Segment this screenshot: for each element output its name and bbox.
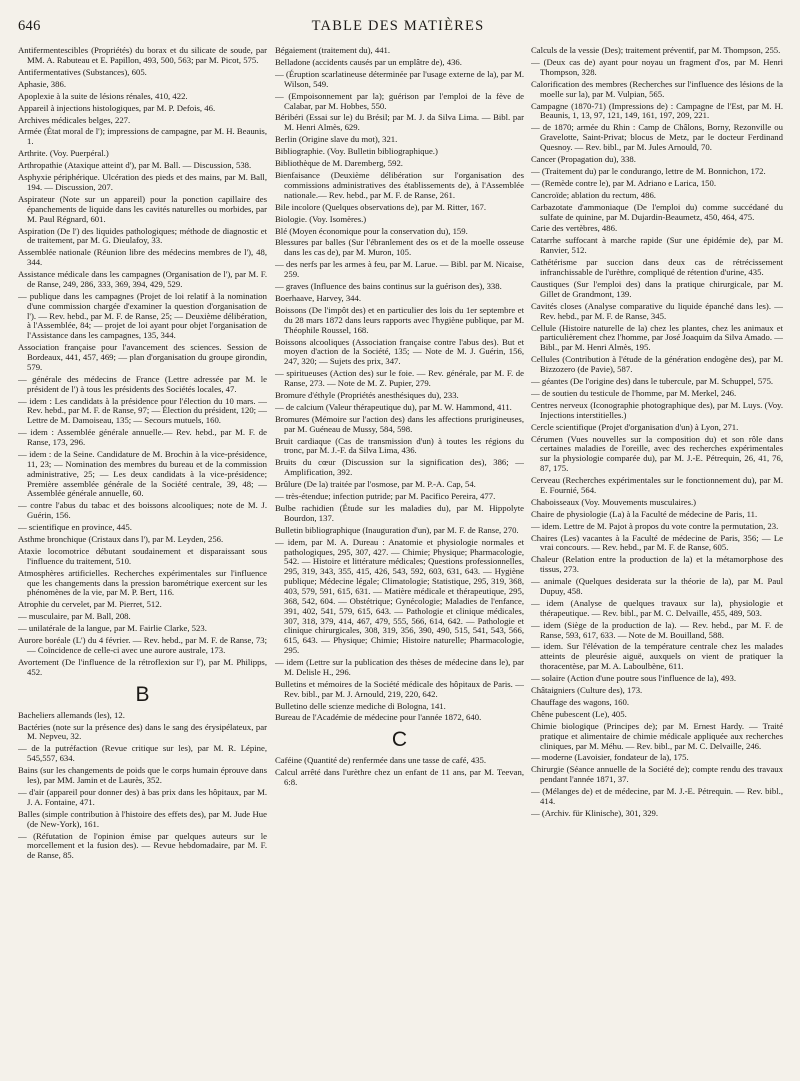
entries-c: [275, 756, 524, 788]
index-entry: Boerhaave, Harvey, 344.: [275, 292, 362, 303]
index-entry: Blé (Moyen économique pour la conservation du), 159.: [275, 225, 468, 236]
index-entry: Antifermentescibles (Propriétés) du borax et du silicate de soude, par MM. A. Rabuteau et E. Papillon, 493, 500, 563; par M. Picot, 575.: [18, 46, 267, 65]
index-entry: Cancroïde; ablation du rectum, 486.: [531, 189, 656, 200]
index-entry: — de 1870; armée du Rhin : Camp de Châlons, Borny, Rezonville ou Gravelotte, Saint-Privat; blocus de Metz, par le docteur Ferdinand Quesnoy. — Rev. bibl., par M. Jules Arnould, 70.: [531, 122, 783, 152]
section-letter-c: C: [391, 728, 408, 752]
index-entry: Brûlure (De la) traitée par l'osmose, par M. P.-A. Cap, 54.: [275, 479, 476, 490]
index-entry: — d'air (appareil pour donner des) à bas prix dans les hôpitaux, par M. J. A. Fontaine, 471.: [18, 786, 267, 807]
index-entry: Cellules (Contribution à l'étude de la génération endogène des), par M. Bizzozero (de Pavie), 587.: [531, 354, 783, 374]
index-entry: — (Traitement du) par le condurango, lettre de M. Bonnichon, 172.: [531, 165, 766, 176]
index-entry: Cellule (Histoire naturelle de la) chez les plantes, chez les animaux et particulièrement chez l'homme, par José Joaquim da Silva Amado. — Bibl., par M. Henri Almès, 195.: [531, 322, 783, 353]
index-entry: Cancer (Propagation du), 338.: [531, 153, 636, 164]
index-entry: — (Archiv. für Klinische), 301, 329.: [531, 807, 659, 818]
index-entry: — publique dans les campagnes (Projet de loi relatif à la nomination d'une commission chargée d'examiner la question d'organisation de l'). — Rev. hebd., par M. F. de Ranse, 25; — Deuxième délibération, à l'Assemblée, 84; — projet de loi ayant pour objet l'organisation de l'Assistance dans les campagnes, 135, 344.: [18, 290, 267, 341]
index-entry: — géantes (De l'origine des) dans le tubercule, par M. Schuppel, 575.: [531, 375, 774, 386]
index-entry: Aspiration (De l') des liquides pathologiques; méthode de diagnostic et de traitement, par M. G. Dieulafoy, 33.: [18, 225, 267, 246]
index-entry: — graves (Influence des bains continus sur la guérison des), 338.: [275, 281, 502, 292]
index-entry: Cercle scientifique (Projet d'organisation d'un) à Lyon, 271.: [531, 421, 739, 432]
index-entry: Cavités closes (Analyse comparative du liquide épanché dans les). — Rev. hebd., par M. F. de Ranse, 345.: [531, 300, 783, 321]
index-entry: — unilatérale de la langue, par M. Fairlie Clarke, 523.: [18, 623, 207, 634]
index-entry: — (Remède contre le), par M. Adriano e Larica, 150.: [531, 177, 717, 188]
index-entry: — très-étendue; infection putride; par M. Pacifico Pereira, 477.: [275, 491, 496, 502]
index-entry: — des nerfs par les armes à feu, par M. Larue. — Bibl. par M. Nicaise, 259.: [275, 259, 524, 280]
index-entry: Cérumen (Vues nouvelles sur la composition du) et son rôle dans certaines maladies de l'oreille, avec des recherches expérimentales sur la physiologie comparée du), par M. J.-E. Pétrequin, 26, 41, 76, 87, 175.: [531, 433, 783, 474]
index-entry: Blessures par balles (Sur l'ébranlement des os et de la moelle osseuse dans les cas de), par M. Muron, 105.: [275, 237, 524, 258]
index-entry: — idem (Siège de la production de la). — Rev. hebd., par M. F. de Ranse, 593, 617, 633. — Note de M. Bouilland, 588.: [531, 619, 783, 640]
index-entry: — idem : Les candidats à la présidence pour l'élection du 10 mars. — Rev. hebd., par M. F. de Ranse, 97; — Élection du président, 120; — Lettre de M. Damoiseau, 135; — Secours mutuels, 160.: [18, 395, 267, 426]
index-entry: Avortement (De l'influence de la rétroflexion sur l'), par M. Philipps, 452.: [18, 656, 267, 677]
index-entry: Armée (État moral de l'); impressions de campagne, par M. H. Beaunis, 1.: [18, 126, 267, 147]
index-entry: Bactéries (note sur la présence des) dans le sang des érysipélateux, par M. Nepveu, 32.: [18, 721, 267, 742]
index-entry: — (Empoisonnement par la); guérison par l'emploi de la fève de Calabar, par M. Hobbes, 550.: [275, 90, 524, 111]
index-column-right: [531, 46, 783, 1073]
index-entry: Aphasie, 386.: [18, 78, 67, 89]
index-entry: Bromure d'éthyle (Propriétés anesthésiques du), 233.: [275, 389, 459, 400]
index-entry: Bureau de l'Académie de médecine pour l'année 1872, 640.: [275, 712, 482, 723]
index-entry: Ataxie locomotrice débutant soudainement et disparaissant sous l'influence du traitement, 510.: [18, 545, 267, 566]
index-entry: — (Mélanges de) et de médecine, par M. J.-E. Pétrequin. — Rev. bibl., 414.: [531, 786, 783, 807]
index-entry: Calorification des membres (Recherches sur l'influence des lésions de la moelle sur la), par M. Vulpian, 565.: [531, 78, 783, 99]
index-entry: Calculs de la vessie (Des); traitement préventif, par M. Thompson, 255.: [531, 46, 781, 55]
index-entry: Berlin (Origine slave du mot), 321.: [275, 134, 398, 145]
index-entry: — spiritueuses (Action des) sur le foie. — Rev. générale, par M. F. de Ranse, 273. — Note de M. Z. Pupier, 279.: [275, 368, 524, 388]
index-entry: Chimie biologique (Principes de); par M. Ernest Hardy. — Traité pratique et alimentaire de chimie médicale appliquée aux recherches cliniques, par M. Méhu. — Rev. bibl., par M. C. Delvaille, 246.: [531, 720, 783, 751]
index-entry: — générale des médecins de France (Lettre adressée par M. le président de l') à tous les présidents des Sociétés locales, 47.: [18, 373, 267, 394]
index-entry: Assistance médicale dans les campagnes (Organisation de l'), par M. F. de Ranse, 249, 286, 333, 369, 394, 429, 529.: [18, 269, 267, 289]
index-entry: Centres nerveux (Iconographie photographique des), par M. Luys. (Voy. Injections interstitielles.): [531, 399, 783, 420]
index-entry: Archives médicales belges, 227.: [18, 114, 131, 125]
index-entry: Association française pour l'avancement des sciences. Session de Bordeaux, 441, 457, 469; — plan d'organisation du groupe girondin, 579.: [18, 342, 267, 372]
index-entry: Chaires (Les) vacantes à la Faculté de médecine de Paris, 356; — Le vrai concours. — Rev. hebd., par M. F. de Ranse, 605.: [531, 532, 783, 553]
page-number: 646: [18, 18, 41, 34]
index-entry: — de soutien du testicule de l'homme, par M. Merkel, 246.: [531, 387, 737, 398]
index-entry: Bégaiement (traitement du), 441.: [275, 46, 391, 55]
index-entry: — musculaire, par M. Ball, 208.: [18, 611, 131, 622]
index-entry: — idem. Lettre de M. Pajot à propos du vote contre la permutation, 23.: [531, 520, 779, 531]
index-entry: Béribéri (Essai sur le) du Brésil; par M. J. da Silva Lima. — Bibl. par M. Henri Almès, 629.: [275, 112, 524, 133]
entries-b: [18, 711, 267, 861]
index-entry: Aurore boréale (L') du 4 février. — Rev. hebd., par M. F. de Ranse, 73; — Coïncidence de celle-ci avec une aurore australe, 173.: [18, 635, 267, 656]
index-entry: Boissons (De l'impôt des) et en particulier des lois du 1er septembre et du 28 mars 1872 dans leurs rapports avec l'hygiène publique, par M. Théophile Roussel, 168.: [275, 304, 524, 335]
section-letter-b: B: [135, 682, 150, 706]
index-entry: Chaire de physiologie (La) à la Faculté de médecine de Paris, 11.: [531, 508, 758, 519]
index-column-middle: [275, 46, 524, 1073]
index-entry: Cerveau (Recherches expérimentales sur le fonctionnement du), par M. E. Fournié, 564.: [531, 474, 783, 495]
index-entry: — contre l'abus du tabac et des boissons alcooliques; note de M. J. Guérin, 156.: [18, 500, 267, 521]
index-entry: Apoplexie à la suite de lésions rénales, 410, 422.: [18, 90, 188, 101]
index-entry: Bulletin bibliographique (Inauguration d'un), par M. F. de Ranse, 270.: [275, 524, 519, 535]
index-entry: Caustiques (Sur l'emploi des) dans la pratique chirurgicale, par M. Gillet de Grandmont, 139.: [531, 278, 783, 299]
index-entry: Arthropathie (Ataxique atteint d'), par M. Ball. — Discussion, 538.: [18, 160, 252, 171]
index-entry: Campagne (1870-71) (Impressions de) : Campagne de l'Est, par M. H. Beaunis, 1, 13, 97, 121, 149, 161, 197, 209, 221.: [531, 100, 783, 121]
index-entry: Antifermentatives (Substances), 605.: [18, 66, 147, 77]
index-entry: — animale (Quelques desiderata sur la théorie de la), par M. Paul Dupuy, 458.: [531, 576, 783, 596]
index-entry: Chirurgie (Séance annuelle de la Société de); compte rendu des travaux pendant l'année 1871, 37.: [531, 764, 783, 785]
index-entry: Bibliographie. (Voy. Bulletin bibliographique.): [275, 146, 438, 157]
index-entry: Carbazotate d'ammoniaque (De l'emploi du) comme succédané du sulfate de quinine, par M. Dujardin-Beaumetz, 450, 464, 475.: [531, 201, 783, 222]
index-entry: Boissons alcooliques (Association française contre l'abus des). But et moyen d'action de la Société, 135; — Note de M. J. Guérin, 156, 247, 320; — Sujets des prix, 347.: [275, 336, 524, 367]
index-entry: Chauffage des wagons, 160.: [531, 696, 630, 707]
index-entry: — idem : Assemblée générale annuelle.— Rev. hebd., par M. F. de Ranse, 173, 296.: [18, 427, 267, 448]
index-entry: — de la putréfaction (Revue critique sur les), par M. R. Lépine, 545,557, 634.: [18, 743, 267, 764]
entries-b-continued: [275, 46, 524, 723]
index-column-left: [18, 46, 267, 1073]
index-entry: Catarrhe suffocant à marche rapide (Sur une épidémie de), par M. Ranvier, 512.: [531, 235, 783, 256]
index-entry: Bromures (Mémoire sur l'action des) dans les affections prurigineuses, par M. Guéneau de Mussy, 584, 598.: [275, 413, 524, 434]
index-entry: Caféine (Quantité de) renfermée dans une tasse de café, 435.: [275, 755, 487, 766]
entries-c-continued: [531, 46, 783, 819]
index-entry: Bruit cardiaque (Cas de transmission d'un) à toutes les régions du tronc, par M. J.-F. da Silva Lima, 436.: [275, 435, 524, 456]
index-entry: Atmosphères artificielles. Recherches expérimentales sur l'influence que les changements dans la pression barométrique exercent sur les phénomènes de la vie, par M. P. Bert, 116.: [18, 567, 267, 598]
index-entry: Chaboisseaux (Voy. Mouvements musculaires.): [531, 496, 697, 507]
index-entry: Calcul arrêté dans l'urèthre chez un enfant de 11 ans, par M. Teevan, 6:8.: [275, 767, 524, 788]
index-entry: — (Deux cas de) ayant pour noyau un fragment d'os, par M. Henri Thompson, 328.: [531, 56, 783, 77]
index-entry: Bacheliers allemands (les), 12.: [18, 709, 125, 720]
index-entry: Atrophie du cervelet, par M. Pierret, 512.: [18, 599, 162, 610]
index-entry: Asthme bronchique (Cristaux dans l'), par M. Leyden, 256.: [18, 534, 224, 545]
index-entry: Arthrite. (Voy. Puerpéral.): [18, 148, 109, 159]
index-entry: — (Éruption scarlatineuse déterminée par l'usage externe de la), par M. Wilson, 549.: [275, 68, 524, 89]
index-entry: Bile incolore (Quelques observations de), par M. Ritter, 167.: [275, 201, 486, 212]
index-entry: Bulletins et mémoires de la Société médicale des hôpitaux de Paris. — Rev. bibl., par M. J. Arnould, 219, 220, 642.: [275, 678, 524, 699]
index-entry: Assemblée nationale (Réunion libre des médecins membres de l'), 48, 344.: [18, 247, 267, 268]
index-entry: Balles (simple contribution à l'histoire des effets des), par M. Jude Hue (de New-York), 161.: [18, 808, 267, 829]
index-entry: — scientifique en province, 445.: [18, 522, 132, 533]
index-entry: Bienfaisance (Deuxième délibération sur l'organisation des commissions administratives des établissements de), à l'Assemblée nationale.— Rev. hebd., par M. F. de Ranse, 261.: [275, 170, 524, 200]
running-title: TABLE DES MATIÈRES: [311, 18, 485, 34]
index-entry: Aspirateur (Note sur un appareil) pour la ponction capillaire des épanchements de liquide dans les cavités naturelles ou morbides, par M. Paul Régnard, 601.: [18, 193, 267, 224]
entries-a: [18, 46, 267, 678]
index-entry: Appareil à injections histologiques, par M. P. Defois, 46.: [18, 102, 216, 113]
page-header: [18, 16, 778, 40]
index-entry: — de calcium (Valeur thérapeutique du), par M. W. Hammond, 411.: [275, 401, 512, 412]
index-entry: Bruits du cœur (Discussion sur la signification des), 386; — Amplification, 392.: [275, 457, 524, 478]
index-entry: — (Réfutation de l'opinion émise par quelques auteurs sur le morcellement et la fusion des). — Revue hebdomadaire, par M. F. de Ranse, 85.: [18, 830, 267, 861]
index-entry: — moderne (Lavoisier, fondateur de la), 175.: [531, 752, 689, 763]
index-entry: Bulbe rachidien (Étude sur les maladies du), par M. Hippolyte Bourdon, 137.: [275, 503, 524, 523]
index-entry: Asphyxie périphérique. Ulcération des pieds et des mains, par M. Ball, 194. — Discussion, 207.: [18, 172, 267, 192]
index-entry: Biologie. (Voy. Isomères.): [275, 213, 367, 224]
index-entry: Bibliothèque de M. Daremberg, 592.: [275, 158, 403, 169]
index-entry: Chêne pubescent (Le), 405.: [531, 708, 627, 719]
index-entry: Chaleur (Relation entre la production de la) et la métamorphose des tissus, 273.: [531, 554, 783, 575]
index-entry: Châtaigniers (Culture des), 173.: [531, 685, 643, 696]
index-entry: — idem : de la Seine. Candidature de M. Brochin à la vice-présidence, 11, 23; — Nomination des membres du bureau et de la commission administrative, 25; — Les deux candidats à la vice-présidence; Première assemblée générale de la Société centrale, 39, 48; — Assemblée générale annuelle, 60.: [18, 449, 267, 499]
index-entry: — solaire (Action d'une poutre sous l'influence de la), 493.: [531, 673, 737, 684]
index-entry: — idem, par M. A. Dureau : Anatomie et physiologie normales et pathologiques, 295, 307, 427. — Chimie; Physique; Pharmacologie, 542. — Histoire et littérature médicales; Questions professionnelles, 295, 319, 343, 355, 415, 426, 543, 592, 603, 631, 643. — Hygiène publique; Médecine légale; Climatologie; Statistique, 295, 319, 368, 403, 579, 591, 615, 631. — Matière médicale et thérapeutique, 295, 368, 542, 604. — Obstétrique; Gynécologie; Maladies de l'enfance, 391, 402, 541, 579, 615, 643. — Pathologie et clinique médicales, 307, 318, 379, 414, 467, 479, 555, 566, 614, 642. — Pathologie et clinique chirurgicales, 308, 319, 356, 390, 490, 515, 541, 543, 566, 615, 643. — Physique; Chimie; Histoire naturelle; Pharmacologie, 295.: [275, 536, 524, 656]
index-entry: Belladone (accidents causés par un emplâtre de), 436.: [275, 56, 462, 67]
index-entry: — idem (Lettre sur la publication des thèses de médecine dans le), par M. Delisle H., 296.: [275, 656, 524, 677]
index-entry: Cathétérisme par succion dans deux cas de rétrécissement infranchissable de l'urèthre, compliqué de rétention d'urine, 435.: [531, 257, 783, 277]
index-entry: Bains (sur les changements de poids que le corps humain éprouve dans les), par MM. Jamin et de Laurès, 352.: [18, 765, 267, 785]
index-entry: — idem (Analyse de quelques travaux sur la), physiologie et thérapeutique. — Rev. bibl., par M. C. Delvaille, 455, 489, 503.: [531, 597, 783, 618]
index-entry: Carie des vertèbres, 486.: [531, 223, 618, 234]
index-entry: Bulletino delle scienze mediche di Bologna, 141.: [275, 700, 446, 711]
index-entry: — idem. Sur l'élévation de la température centrale chez les malades atteints de pleurésie aiguë, auxquels on vient de pratiquer la thoracentèse, par M. A. Laboulbène, 611.: [531, 641, 783, 672]
